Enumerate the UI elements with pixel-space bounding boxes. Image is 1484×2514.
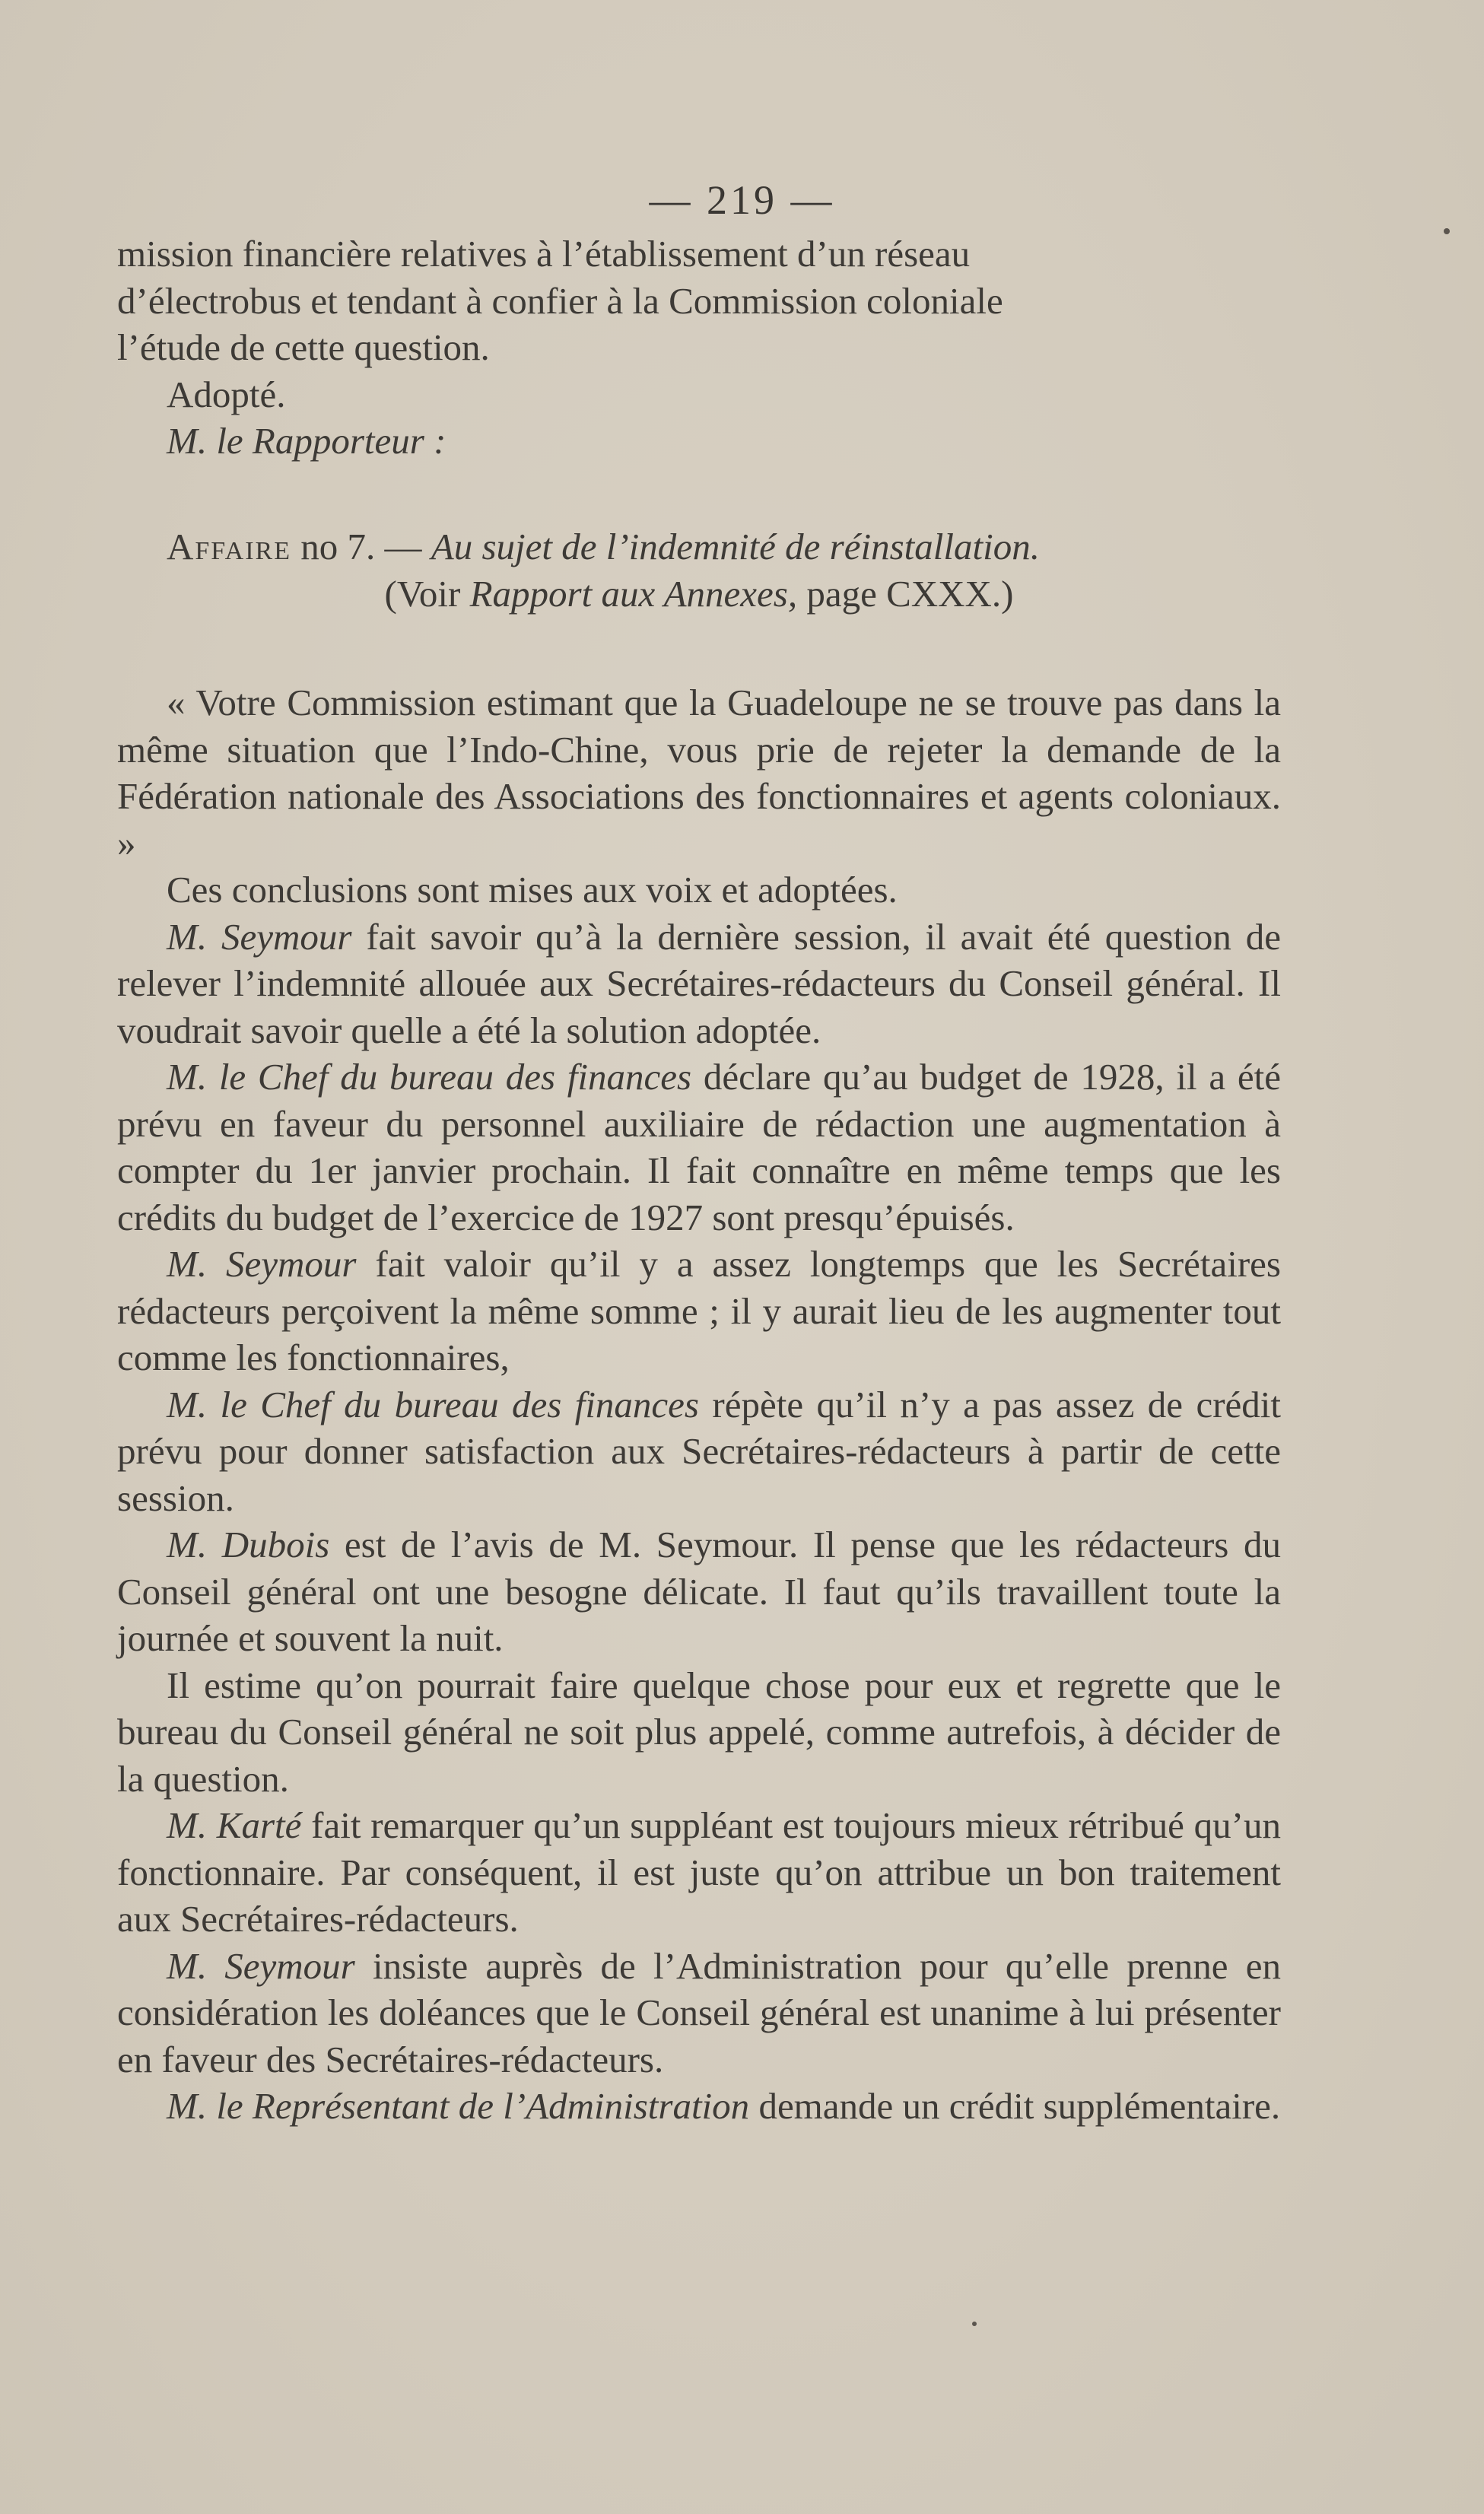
paragraph bbox=[117, 2083, 1281, 2130]
paragraph bbox=[117, 1381, 1281, 1522]
reference-prefix: (Voir bbox=[384, 572, 470, 615]
paragraph bbox=[117, 1521, 1281, 1662]
intro-line: mission financière relatives à l’établissement d’un réseau bbox=[117, 233, 971, 275]
speaker-name: M. le Représentant de l’Administration bbox=[167, 2085, 750, 2127]
paragraph-text: fait remarquer qu’un suppléant est toujours mieux rétribué qu’un fonctionnaire. Par conséquent, il est juste qu’on attribue un bon traitement aux Secrétaires-rédacteurs. bbox=[117, 1804, 1281, 1940]
adopted-line: Adopté. bbox=[167, 373, 286, 415]
affaire-reference bbox=[117, 570, 1281, 618]
paragraph-text: insiste auprès de l’Administration pour qu’elle prenne en considération les doléances que le Conseil général est unanime à lui présenter en faveur des Secrétaires-rédacteurs. bbox=[117, 1944, 1281, 2080]
paragraph-text: demande un crédit supplémentaire. bbox=[749, 2085, 1281, 2127]
page-number: — 219 — bbox=[649, 177, 835, 223]
speaker-name: M. Dubois bbox=[167, 1524, 330, 1565]
speaker-name: M. Karté bbox=[167, 1804, 302, 1846]
affaire-label: Affaire bbox=[167, 526, 292, 567]
reference-page: page CXXX.) bbox=[797, 572, 1014, 615]
affaire-title: Au sujet de l’indemnité de réinstallation. bbox=[431, 526, 1040, 567]
speaker-name: M. Seymour bbox=[167, 1944, 355, 1987]
paragraph bbox=[117, 679, 1281, 866]
affaire-block bbox=[117, 523, 1281, 617]
paragraph-text: fait savoir qu’à la dernière session, il avait été question de relever l’indemnité allouée aux Secrétaires-rédacteurs du Conseil général. Il voudrait savoir quelle a été la solution adoptée. bbox=[117, 915, 1281, 1051]
paragraph-text: fait valoir qu’il y a assez longtemps que les Secrétaires rédacteurs perçoivent la même somme ; il y aurait lieu de les augmenter tout comme les fonctionnaires, bbox=[117, 1243, 1281, 1378]
paragraph bbox=[117, 1662, 1281, 1803]
reference-annexes: Rapport aux Annexes, bbox=[469, 572, 798, 615]
paragraph-text: Il estime qu’on pourrait faire quelque chose pour eux et regrette que le bureau du Conseil général ne soit plus appelé, comme autrefois, à décider de la question. bbox=[117, 1664, 1281, 1800]
paragraph-text: répète qu’il n’y a pas assez de crédit prévu pour donner satisfaction aux Secrétaires-rédacteurs à partir de cette session. bbox=[117, 1383, 1281, 1519]
paragraph bbox=[117, 1802, 1281, 1943]
speaker-name: M. le Chef du bureau des finances bbox=[167, 1383, 699, 1425]
intro-line: l’étude de cette question. bbox=[117, 326, 490, 368]
paragraph bbox=[117, 1943, 1281, 2083]
paragraph-text: Ces conclusions sont mises aux voix et adoptées. bbox=[167, 869, 898, 911]
rapporteur-line: M. le Rapporteur : bbox=[167, 420, 446, 462]
speaker-name: M. Seymour bbox=[167, 1243, 357, 1285]
paragraph bbox=[117, 1054, 1281, 1241]
affaire-number: no 7. — bbox=[300, 526, 422, 567]
paragraph-text: est de l’avis de M. Seymour. Il pense que les rédacteurs du Conseil général ont une besogne délicate. Il faut qu’ils travaillent toute la journée et souvent la nuit. bbox=[117, 1524, 1282, 1659]
speaker-name: M. le Chef du bureau des finances bbox=[167, 1056, 692, 1098]
paragraph bbox=[117, 914, 1281, 1054]
speaker-name: M. Seymour bbox=[167, 915, 352, 958]
ink-speck bbox=[1444, 228, 1450, 234]
affaire-heading bbox=[117, 523, 1281, 570]
intro-block bbox=[117, 230, 1281, 465]
intro-line: d’électrobus et tendant à confier à la Commission coloniale bbox=[117, 279, 1003, 322]
paragraph-text: déclare qu’au budget de 1928, il a été prévu en faveur du personnel auxiliaire de rédaction une augmentation à compter du 1er janvier prochain. Il fait connaître en même temps que les crédits du budget de l’exercice de 1927 sont presqu’épuisés. bbox=[117, 1056, 1281, 1238]
paragraph-text: « Votre Commission estimant que la Guadeloupe ne se trouve pas dans la même situation que l’Indo-Chine, vous prie de rejeter la demande de la Fédération nationale des Associations des fonctionnaires et agents coloniaux. » bbox=[117, 682, 1281, 864]
body-block bbox=[117, 679, 1281, 2130]
paragraph bbox=[117, 1241, 1281, 1381]
paragraph bbox=[117, 866, 1281, 914]
ink-speck bbox=[972, 2322, 977, 2326]
